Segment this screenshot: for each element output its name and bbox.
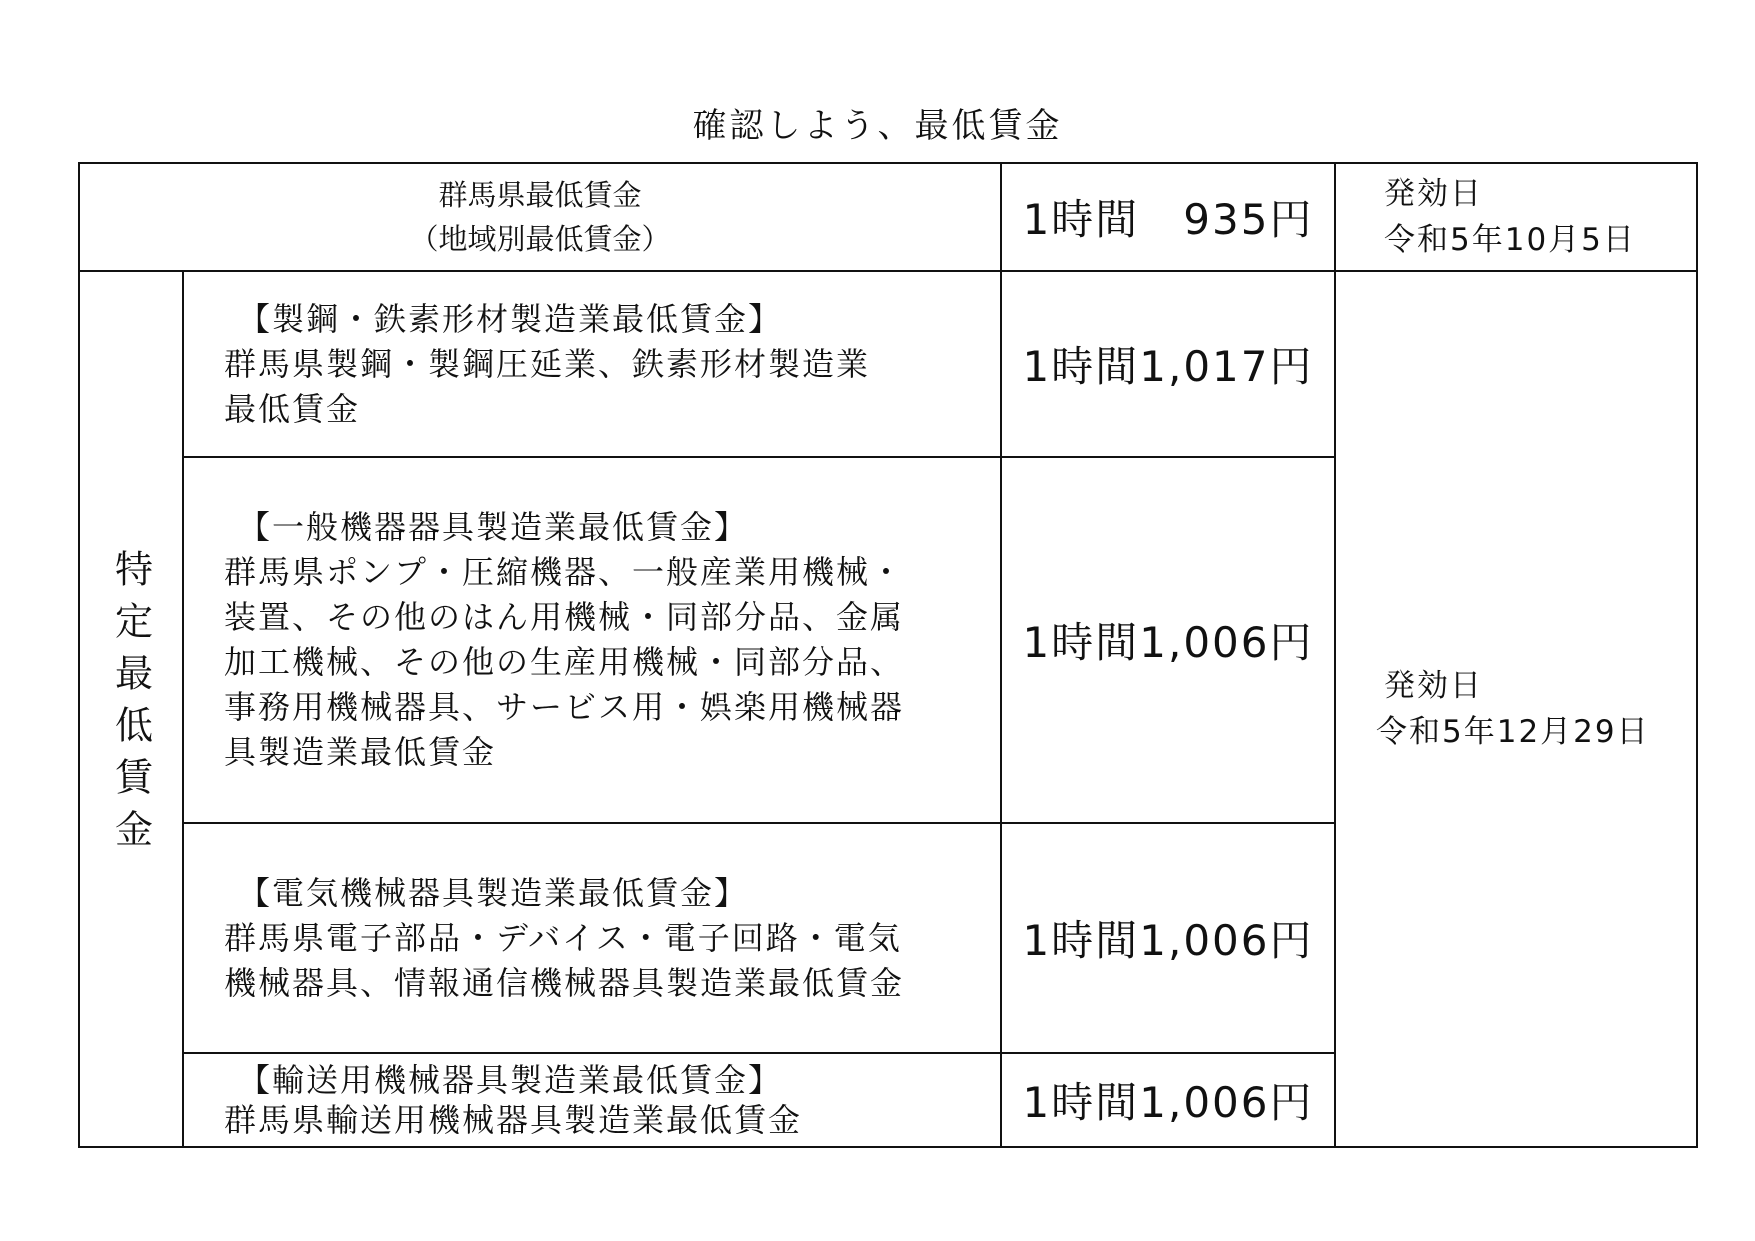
regional-effective-date-cell [1335, 163, 1697, 271]
industry-description-line: 最低賃金 [224, 389, 361, 428]
specific-effective-date-label: 発効日 [1384, 668, 1484, 704]
industry-cell-steel [183, 271, 1001, 457]
regional-wage-row [79, 163, 1697, 271]
industry-cell-electrical [183, 823, 1001, 1053]
minimum-wage-table [78, 162, 1698, 1148]
specific-effective-date-value: 令和5年12月29日 [1376, 714, 1650, 750]
industry-description-line: 事務用機械器具、サービス用・娯楽用機械器 [224, 688, 905, 726]
industry-description-line: 具製造業最低賃金 [224, 733, 497, 771]
industry-description-line: 装置、その他のはん用機械・同部分品、金属 [224, 598, 905, 636]
industry-wage-amount: 1時間1,017円 [1001, 271, 1335, 457]
regional-wage-amount: 1時間 935円 [1001, 163, 1335, 271]
industry-wage-amount: 1時間1,006円 [1001, 1053, 1335, 1147]
industry-wage-amount: 1時間1,006円 [1001, 823, 1335, 1053]
industry-cell-general-machinery [183, 457, 1001, 823]
industry-heading: 【一般機器器具製造業最低賃金】 [238, 508, 749, 546]
industry-cell-transport [183, 1053, 1001, 1147]
regional-wage-subname: （地域別最低賃金） [409, 222, 671, 256]
regional-effective-date-label: 発効日 [1384, 176, 1484, 212]
specific-wage-group-label: 特定最低賃金 [108, 548, 153, 861]
industry-heading: 【製鋼・鉄素形材製造業最低賃金】 [238, 299, 783, 338]
industry-description-line: 群馬県電子部品・デバイス・電子回路・電気 [224, 918, 902, 957]
specific-wage-group-label-cell [79, 271, 183, 1147]
specific-wage-row [79, 271, 1697, 457]
regional-wage-name: 群馬県最低賃金 [438, 178, 642, 212]
industry-heading: 【輸送用機械器具製造業最低賃金】 [238, 1061, 783, 1099]
industry-heading: 【電気機械器具製造業最低賃金】 [238, 873, 749, 912]
page-title: 確認しよう、最低賃金 [692, 106, 1063, 146]
industry-wage-amount: 1時間1,006円 [1001, 457, 1335, 823]
industry-description-line: 加工機械、その他の生産用機械・同部分品、 [224, 643, 905, 681]
industry-description-line: 機械器具、情報通信機械器具製造業最低賃金 [224, 963, 905, 1002]
industry-description-line: 群馬県輸送用機械器具製造業最低賃金 [224, 1101, 803, 1139]
industry-description-line: 群馬県製鋼・製鋼圧延業、鉄素形材製造業 [224, 344, 871, 383]
specific-effective-date-cell [1335, 271, 1697, 1147]
industry-description-line: 群馬県ポンプ・圧縮機器、一般産業用機械・ [224, 553, 905, 591]
regional-wage-name-cell [79, 163, 1001, 271]
regional-effective-date-value: 令和5年10月5日 [1384, 222, 1636, 258]
